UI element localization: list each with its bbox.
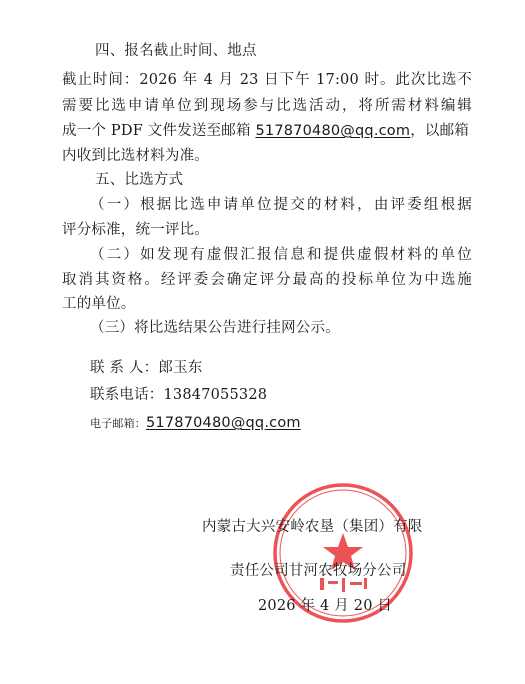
- deadline-line-3-text: 成一个 PDF 文件发送至邮箱: [62, 123, 256, 139]
- contact-email: [90, 413, 301, 434]
- deadline-email-link[interactable]: 517870480@qq.com: [255, 123, 411, 139]
- contact-phone-label: 联系电话：: [90, 387, 164, 403]
- item2-line-2: 取消其资格。经评委会确定评分最高的投标单位为中选施: [62, 272, 472, 288]
- deadline-line-1: 截止时间：2026 年 4 月 23 日下午 17:00 时。此次比选不: [62, 72, 472, 88]
- contact-email-link[interactable]: 517870480@qq.com: [146, 415, 301, 431]
- deadline-line-3: [62, 121, 469, 141]
- contact-person-name: 郎玉东: [158, 360, 203, 376]
- signature-date: 2026 年 4 月 20 日: [258, 598, 393, 614]
- item1-line-1: （一）根据比选申请单位提交的材料，由评委组根据: [90, 197, 472, 213]
- contact-phone-value: 13847055328: [163, 387, 268, 403]
- item2-line-1: （二）如发现有虚假汇报信息和提供虚假材料的单位: [90, 247, 472, 263]
- section4-heading: 四、报名截止时间、地点: [95, 43, 257, 59]
- item2-line-3: 工的单位。: [62, 296, 136, 312]
- contact-phone: [90, 385, 267, 405]
- contact-person: [90, 358, 203, 378]
- item1-line-2: 评分标准，统一评比。: [62, 222, 209, 238]
- contact-person-label: 联 系 人：: [90, 360, 159, 376]
- deadline-line-4: 内收到比选材料为准。: [62, 148, 209, 164]
- deadline-line-2: 需要比选申请单位到现场参与比选活动，将所需材料编辑: [62, 98, 472, 114]
- deadline-line-3-tail: ，以邮箱: [410, 123, 470, 139]
- section5-heading: 五、比选方式: [95, 172, 184, 188]
- item3-line: （三）将比选结果公告进行挂网公示。: [90, 320, 340, 336]
- signature-org-line-2: 责任公司甘河农牧场分公司: [230, 563, 407, 579]
- contact-email-label: 电子邮箱：: [90, 417, 146, 430]
- signature-org-line-1: 内蒙古大兴安岭农垦（集团）有限: [202, 519, 423, 535]
